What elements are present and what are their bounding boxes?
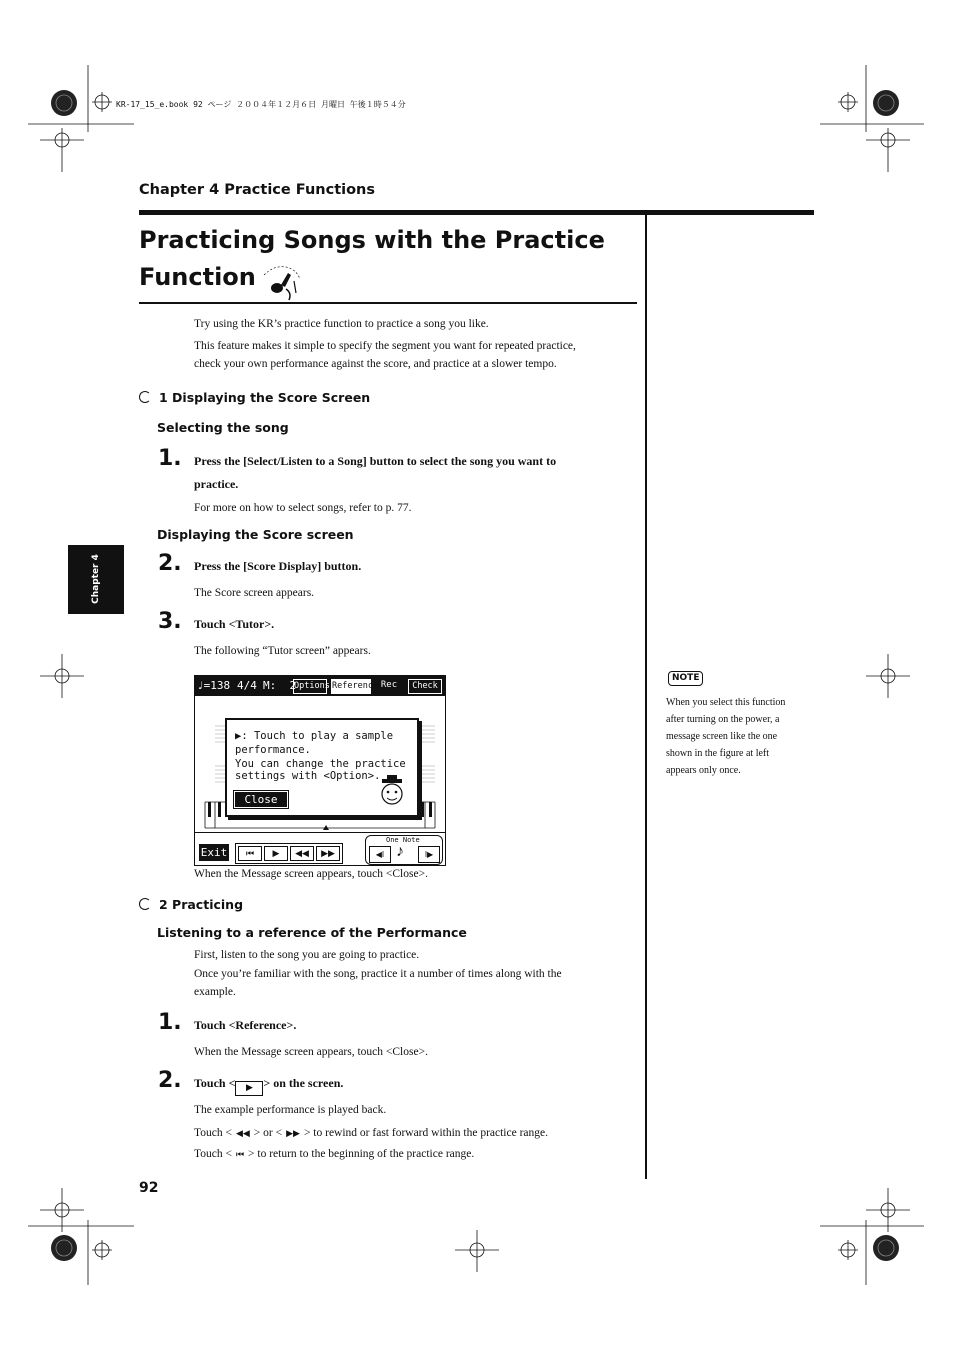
- section1-sub1: Selecting the song: [157, 420, 289, 435]
- section2-intro-3: example.: [194, 986, 236, 998]
- play-icon: ▶: [235, 1081, 263, 1096]
- rewind-text-a: Touch <: [194, 1127, 232, 1139]
- transport-bar: [195, 832, 445, 866]
- check-button[interactable]: Check: [408, 679, 442, 694]
- touch-the-notes-icon: [258, 263, 304, 303]
- message-line-1: ▶: Touch to play a sample: [235, 730, 394, 742]
- step-forward-button[interactable]: ‖▶: [418, 846, 440, 863]
- message-line-3: You can change the practice: [235, 758, 406, 770]
- s2-step2-pre: Touch <: [194, 1076, 236, 1090]
- step1-number: 1.: [158, 446, 182, 471]
- page-title-line1: Practicing Songs with the Practice: [139, 226, 605, 254]
- one-note-panel: [365, 835, 443, 865]
- note-line-4: shown in the figure at left: [666, 748, 770, 759]
- section1-title: 1 Displaying the Score Screen: [159, 390, 371, 405]
- header-rule: [139, 210, 814, 215]
- rewind-text-c: > to rewind or fast forward within the practice range.: [303, 1127, 548, 1139]
- intro-line-2: This feature makes it simple to specify the segment you want for repeated practice,: [194, 340, 576, 352]
- intro-line-1: Try using the KR’s practice function to practice a song you like.: [194, 318, 489, 330]
- top-text-a: Touch <: [194, 1148, 232, 1160]
- rewind-icon: ◀◀: [235, 1129, 250, 1139]
- section2-intro-1: First, listen to the song you are going to practice.: [194, 949, 420, 961]
- figure-caption: When the Message screen appears, touch <Close>.: [194, 868, 428, 880]
- step3-number: 3.: [158, 609, 182, 634]
- rewind-ff-line: [194, 1124, 548, 1143]
- step3-text: Touch <Tutor>.: [194, 617, 275, 631]
- step1-line1: Press the [Select/Listen to a Song] button to select the song you want to: [194, 454, 557, 468]
- step3-note: The following “Tutor screen” appears.: [194, 645, 371, 657]
- section2-intro-2: Once you’re familiar with the song, practice it a number of times along with the: [194, 968, 562, 980]
- step-back-button[interactable]: ◀‖: [369, 846, 391, 863]
- top-text-b: > to return to the beginning of the practice range.: [248, 1148, 475, 1160]
- note-line-3: message screen like the one: [666, 731, 778, 742]
- s2-step1-number: 1.: [158, 1010, 182, 1035]
- to-top-icon: ⏮: [235, 1150, 245, 1160]
- reference-button[interactable]: Reference: [331, 679, 371, 694]
- options-button[interactable]: Options: [293, 679, 327, 694]
- s2-step2-note: The example performance is played back.: [194, 1104, 387, 1116]
- message-dialog: [225, 718, 419, 817]
- to-top-line: [194, 1145, 474, 1164]
- s2-step1-text: Touch <Reference>.: [194, 1018, 297, 1032]
- to-top-button[interactable]: ⏮: [238, 846, 262, 861]
- step1-line2: practice.: [194, 477, 239, 491]
- step2-note: The Score screen appears.: [194, 587, 315, 599]
- note-badge: NOTE: [668, 671, 703, 686]
- section2-heading: [139, 897, 243, 912]
- s2-step2-post: > on the screen.: [263, 1076, 344, 1090]
- meter-readout: 4/4: [237, 679, 257, 692]
- rec-button[interactable]: Rec: [380, 680, 398, 690]
- message-line-2: performance.: [235, 744, 311, 756]
- transport-controls: [235, 843, 343, 864]
- screen-top-bar: [195, 676, 445, 696]
- tutor-character-icon: [377, 775, 407, 807]
- section1-heading: [139, 390, 370, 405]
- section-bullet-icon: [139, 391, 151, 403]
- section2-title: 2 Practicing: [159, 897, 244, 912]
- note-line-1: When you select this function: [666, 697, 786, 708]
- s2-step2-text: [194, 1072, 343, 1096]
- chapter-side-tab: [68, 545, 124, 614]
- s2-step2-number: 2.: [158, 1068, 182, 1093]
- print-header: KR-17_15_e.book 92 ページ ２００４年１２月６日 月曜日 午後１時５４分: [116, 100, 406, 109]
- exit-button[interactable]: Exit: [200, 846, 228, 859]
- play-button[interactable]: ▶: [264, 846, 288, 861]
- column-divider: [645, 215, 647, 1179]
- page-title-line2: Function: [139, 263, 256, 291]
- section1-sub2: Displaying the Score screen: [157, 527, 354, 542]
- page-number: 92: [139, 1180, 159, 1196]
- note-line-5: appears only once.: [666, 765, 741, 776]
- tutor-screen-figure: [194, 675, 446, 866]
- step2-text: Press the [Score Display] button.: [194, 559, 362, 573]
- tempo-readout: ♩=138: [197, 679, 231, 692]
- fast-forward-icon: ▶▶: [286, 1129, 300, 1139]
- rewind-button[interactable]: ◀◀: [290, 846, 314, 861]
- chapter-header: Chapter 4 Practice Functions: [139, 182, 376, 198]
- section-bullet-icon: [139, 898, 151, 910]
- note-line-2: after turning on the power, a: [666, 714, 780, 725]
- title-rule: [139, 302, 637, 304]
- rewind-text-b: > or <: [253, 1127, 283, 1139]
- side-tab-label: Chapter 4: [91, 554, 101, 604]
- intro-line-3: check your own performance against the score, and practice at a slower tempo.: [194, 358, 557, 370]
- message-line-4: settings with <Option>.: [235, 770, 381, 782]
- one-note-label: One Note: [386, 836, 420, 844]
- measure-readout: M: 2: [263, 679, 297, 692]
- s2-step1-note: When the Message screen appears, touch <Close>.: [194, 1046, 428, 1058]
- section2-sub1: Listening to a reference of the Performance: [157, 925, 467, 940]
- note-icon: ♪: [396, 843, 404, 860]
- step1-note: For more on how to select songs, refer to p. 77.: [194, 502, 412, 514]
- step2-number: 2.: [158, 551, 182, 576]
- fast-forward-button[interactable]: ▶▶: [316, 846, 340, 861]
- close-button[interactable]: Close: [233, 790, 289, 809]
